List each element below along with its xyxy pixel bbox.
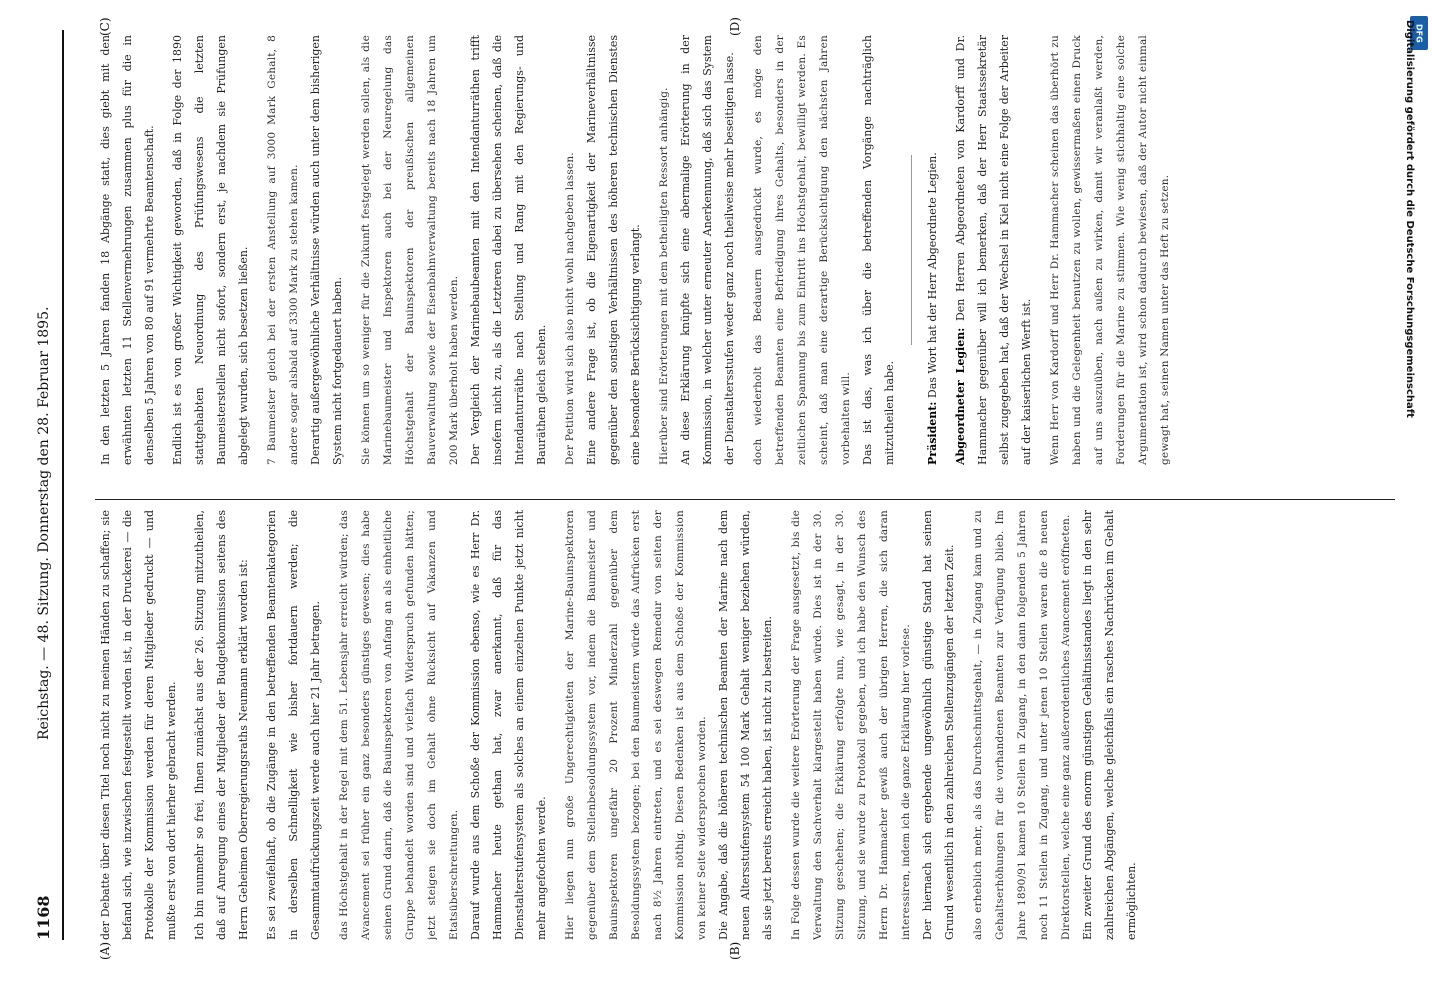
digitization-credit <box>1397 20 1421 980</box>
president-statement <box>922 35 944 465</box>
page-number: 1168 <box>34 895 53 940</box>
right-paragraph: Eine andere Frage ist, ob die Eigenartigkeit der Marineverhältnisse gegenüber den sonstigen Verhältnissen des höheren technischen Dienstes eine besondere Berücksichtigung verlangt. <box>585 35 642 465</box>
right-paragraph: In den letzten 5 Jahren fanden 18 Abgänge statt, dies giebt mit den erwähnten letzten 11 Stellenvermehrungen zusammen plus für die in denselben 5 Jahren von 80 auf 91 vermehrte Beamtenschaft. <box>99 35 156 465</box>
left-paragraph: Der hiernach sich ergebende ungewöhnlich günstige Stand hat seinen Grund wesentlich in den zahlreichen Stellenzugängen der letzten Zeit. <box>921 510 956 940</box>
header-rule <box>62 30 64 940</box>
right-paragraph: An diese Erklärung knüpfte sich eine abermalige Erörterung in der Kommission, in welcher unter erneuter Anerkennung, daß sich das System der Dienstaltersstufen weder ganz noch theilweise mehr beseitigen lasse. <box>679 35 736 465</box>
margin-mark-b: (B) <box>728 941 742 960</box>
dfg-logo: DFG <box>1410 16 1428 50</box>
margin-mark-a: (A) <box>98 941 112 960</box>
page-header <box>30 30 80 940</box>
president-text: Das Wort hat der Herr Abgeordnete Legien. <box>926 152 939 399</box>
print-texture: das Höchstgehalt in der Regel mit dem 51. Lebensjahr erreicht würden; das Avancement sei früher ein ganz besonders günstiges gewesen; dies habe seinen Grund darin, daß die Bauinspektoren von Anfang an als einheitliche Gruppe behandelt worden sind und vielfach Widerspruch gefunden hätten; jetzt steigen sie doch im Gehalt ohne Rücksicht auf Vakanzen und Etatsüberschreitungen. <box>338 510 460 940</box>
legien-statement <box>950 35 1038 465</box>
column-divider <box>95 499 1395 500</box>
right-paragraph: Das ist das, was ich über die betreffenden Vorgänge nachträglich mitzutheilen habe. <box>861 35 896 465</box>
right-paragraph: Der Vergleich der Marinebaubeamten mit den Intendanturräthen trifft insofern nicht zu, als die Letzteren dabei zu übersehen scheinen, daß die Intendanturräthe nach Stellung und Rang mit den Regierungs- und Bauräthen gleich stehen. <box>469 35 548 465</box>
print-texture: Hierüber sind Erörterungen mit dem betheiligten Ressort anhängig. <box>658 87 670 465</box>
right-paragraph: Derartig außergewöhnliche Verhältnisse würden auch unter dem bisherigen System nicht fortgedauert haben. <box>309 35 344 465</box>
speaker-president: Präsident: <box>926 401 939 465</box>
print-texture: also erheblich mehr, als das Durchschnittsgehalt, — in Zugang kam und zu Gehaltserhöhungen für die vorhandenen Beamten zur Verfügung blieb. Im Jahre 1890/91 kamen 10 Stellen in Zugang, in den dann folgenden 5 Jahren noch 11 Stellen in Zugang, und unter jenen 10 Stellen waren die 8 neuen Direktorstellen, welche eine ganz außerordentliches Avancement eröffneten. <box>972 510 1072 940</box>
credit-text: Digitalisierung gefördert durch die Deutsche Forschungsgemeinschaft <box>1404 20 1415 418</box>
print-texture: 7 Baumeister gleich bei der ersten Anstellung auf 3000 Mark Gehalt, 8 andere sogar alsbald auf 3300 Mark zu stehen kamen. <box>266 35 300 465</box>
print-texture: Der Petition wird sich also nicht wohl nachgeben lassen. <box>564 152 576 465</box>
print-texture: Sie können um so weniger für die Zukunft festgelegt werden sollen, als die Marinebaumeister und Inspektoren auch bei der Neuregelung das Höchstgehalt der Bauinspektoren der preußischen allgemeinen Bauverwaltung sowie der Eisenbahnverwaltung bereits nach 18 Jahren um 200 Mark überholt haben werden. <box>360 35 460 465</box>
left-paragraph: Ich bin nunmehr so frei, Ihnen zunächst aus der 26. Sitzung mitzutheilen, daß auf Anregung eines der Mitglieder der Budgetkommission seitens des Herrn Geheimen Oberregierungsraths Neumann erklärt worden ist: <box>193 510 250 940</box>
print-texture: doch wiederholt das Bedauern ausgedrückt wurde, es möge den betreffenden Beamten eine Befriedigung ihres Gehalts, besonders in der zeitlichen Spannung bis zum Eintritt ins Höchstgehalt, bewilligt werden. Es scheint, daß man eine derartige Berücksichtigung den nächsten Jahren vorbehalten will. <box>752 35 852 465</box>
left-paragraph: Ein zweiter Grund des enorm günstigen Gehältnisstandes liegt in den sehr zahlreichen Abgängen, welche gleichfalls ein rasches Nachrücken im Gehalt ermöglichten. <box>1081 510 1138 940</box>
print-texture: Wenn Herr von Kardorff und Herr Dr. Hammacher scheinen das überhört zu haben und die Gelegenheit benutzen zu wollen, gewissermaßen einen Druck auf uns auszuüben, nach außen zu wirken, damit wir veranlaßt werden, Forderungen für die Marine zu stimmen. Wie wenig stichhaltig eine solche Argumentation ist, wird schon dadurch bewiesen, daß der Autor nicht einmal gewagt hat, seinen Namen unter das Heft zu setzen. <box>1049 35 1171 465</box>
margin-mark-c: (C) <box>98 17 112 36</box>
section-separator <box>911 155 912 345</box>
print-texture: Hier liegen nun große Ungerechtigkeiten der Marine-Bauinspektoren gegenüber dem Stellenbesoldungssystem vor, indem die Baumeister und Bauinspektoren ungefähr 20 Prozent Minderzahl gegenüber dem Besoldungssystem bezogen; bei den Baumeistern würde das Aufrücken erst nach 8½ Jahren eintreten, und es sei deswegen Remedur von seiten der Kommission nöthig. Diesen Bedenken ist aus dem Schoße der Kommission von keiner Seite widersprochen worden. <box>564 510 708 940</box>
print-texture: In Folge dessen wurde die weitere Erörterung der Frage ausgesetzt, bis die Verwaltung den Sachverhalt klargestellt haben würde. Dies ist in der 30. Sitzung geschehen; die Erklärung erfolgte nun, wie gesagt, in der 30. Sitzung, und sie wurde zu Protokoll gegeben, und ich habe den Wunsch des Herrn Dr. Hammacher gewiß auch der übrigen Herren, die sich daran interessiren, indem ich die ganze Erklärung hier vorlese. <box>790 510 912 940</box>
left-paragraph: Darauf wurde aus dem Schoße der Kommission ebenso, wie es Herr Dr. Hammacher heute gethan hat, zwar anerkannt, daß für das Dienstalterstufensystem als solches an einem einzelnen Punkte jetzt nicht mehr angefochten werde. <box>469 510 548 940</box>
running-title: Reichstag. — 48. Sitzung. Donnerstag den 28. Februar 1895. <box>36 306 52 740</box>
left-paragraph: der Debatte über diesen Titel noch nicht zu meinen Händen zu schaffen; sie befand sich, wie inzwischen festgestellt worden ist, in der Druckerei — die Protokolle der Kommission werden für deren Mitglieder gedruckt — und mußte erst von dort hierher gebracht werden. <box>99 510 178 940</box>
left-column <box>95 510 1395 940</box>
left-paragraph: Es sei zweifelhaft, ob die Zugänge in den betreffenden Beamtenkategorien in derselben Schnelligkeit wie bisher fortdauern werden; die Gesammtaufrückungszeit werde auch hier 21 Jahr betragen. <box>265 510 322 940</box>
margin-mark-d: (D) <box>728 17 742 36</box>
right-column <box>95 35 1395 465</box>
legien-text: Den Herren Abgeordneten von Kardorff und Dr. Hammacher gegenüber will ich bemerken, daß der Herr Staatssekretär selbst zugegeben hat, daß der Wechsel in Kiel nicht eine Folge der Arbeiter auf der kaiserlichen Werft ist. <box>954 35 1033 465</box>
left-paragraph: Die Angabe, daß die höheren technischen Beamten der Marine nach dem neuen Altersstufensystem 54 100 Mark Gehalt weniger beziehen würden, als sie jetzt bereits erreicht haben, ist nicht zu bestreiten. <box>717 510 774 940</box>
right-paragraph: Endlich ist es von großer Wichtigkeit geworden, daß in Folge der 1890 stattgehabten Neuordnung des Prüfungswesens die letzten Baumeisterstellen nicht sofort, sondern erst, je nachdem sie Prüfungen abgelegt wurden, sich besetzen ließen. <box>171 35 250 465</box>
speaker-legien: Abgeordneter Legien: <box>954 327 967 465</box>
